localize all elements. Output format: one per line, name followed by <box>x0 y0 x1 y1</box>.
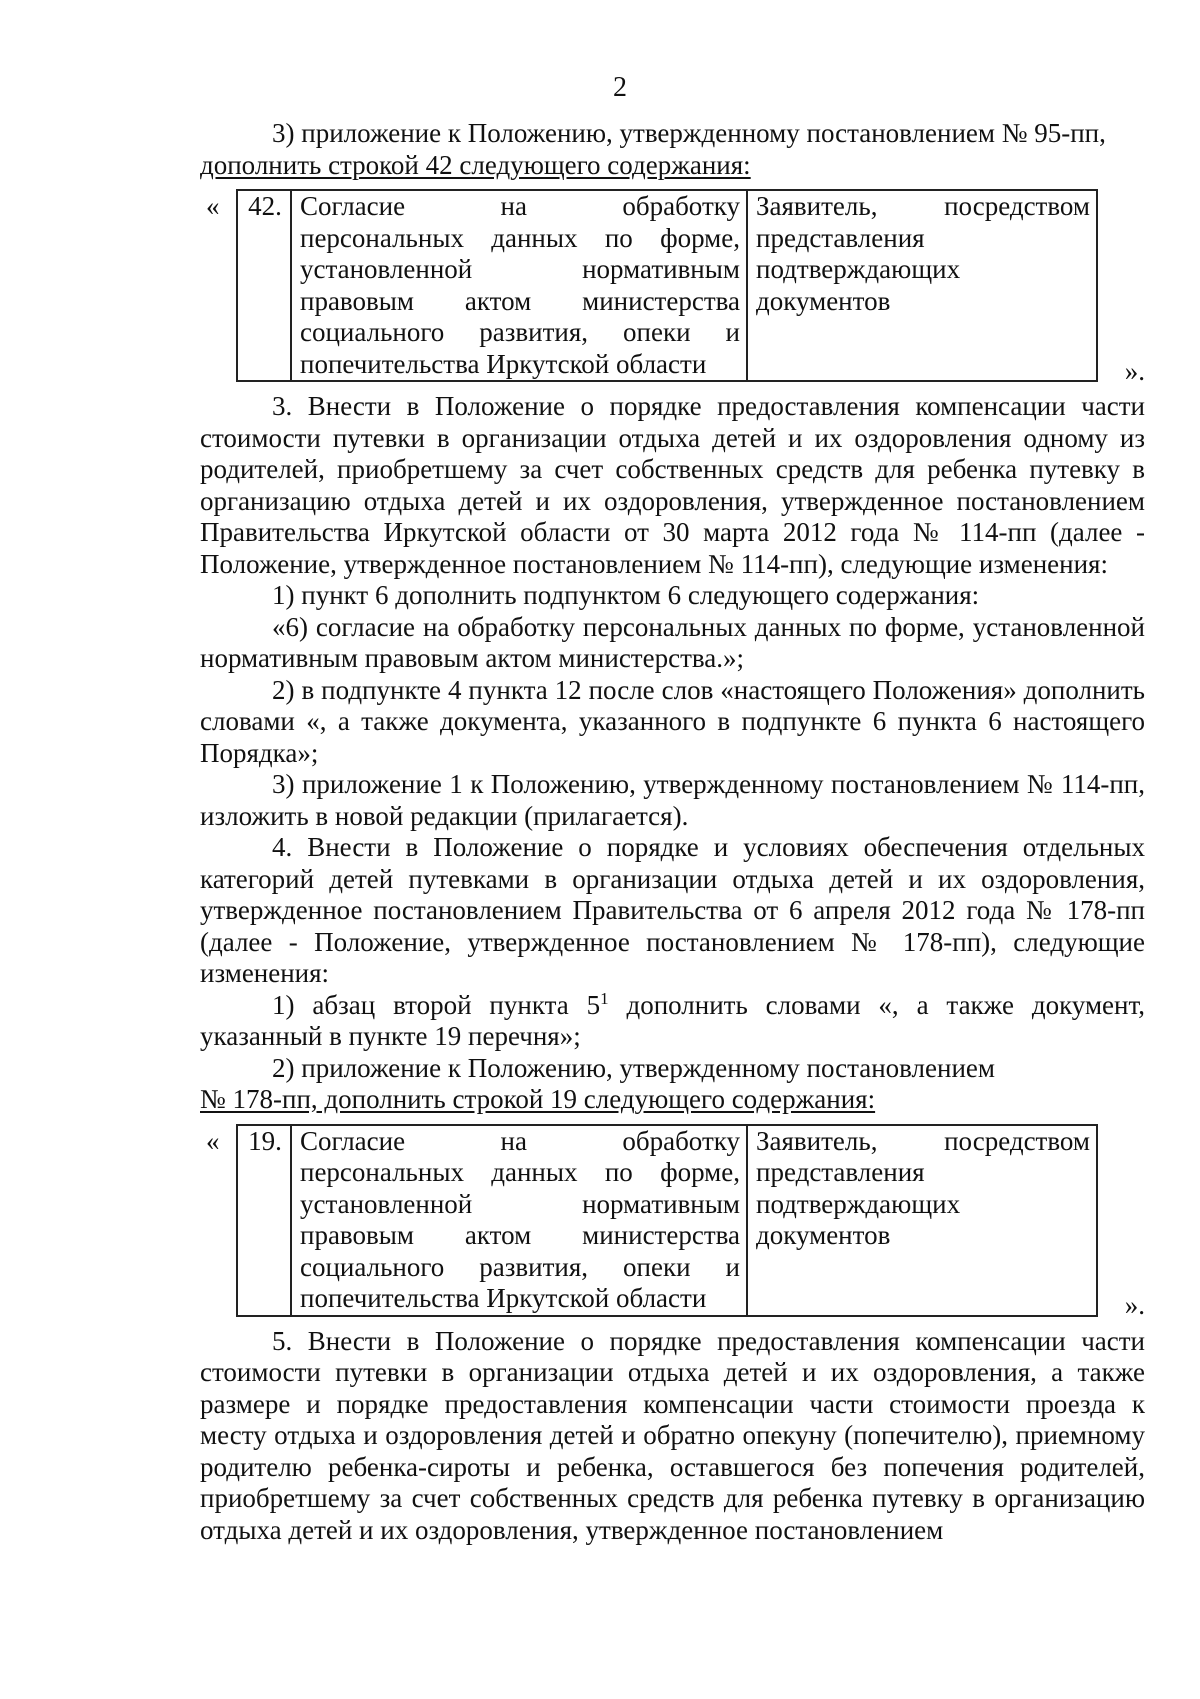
doc-line: социального развития, опеки и <box>300 1251 740 1282</box>
section-4-intro: 4. Внести в Положение о порядке и условиях обеспечения отдельных категорий детей путевками в организации отдыха детей и их оздоровления, утвержденное постановлением Правительства от 6 апреля 2012 года № 178-пп (далее - Положение, утвержденное постановлением № 178-пп), следующие изменения: <box>200 832 1145 988</box>
section-3-item-3: 3) приложение 1 к Положению, утвержденному постановлением № 114-пп, изложить в новой редакции (прилагается). <box>200 769 1145 831</box>
who-line: представления <box>756 1157 925 1187</box>
section-4-item-1: 1) абзац второй пункта $5^1$ дополнить словами «, а также документ, указанный в пункте 19 перечня»; <box>200 988 1145 1051</box>
row-number: 19. <box>237 1125 291 1316</box>
doc-line: попечительства Иркутской области <box>300 348 707 379</box>
doc-line: Согласие на обработку <box>300 1125 740 1156</box>
section-4-item-2: 2) приложение к Положению, утвержденному постановлением <box>272 1052 995 1083</box>
who-line: представления <box>756 222 925 253</box>
doc-line: Согласие на обработку <box>300 191 740 221</box>
section-3-item-2: 2) в подпункте 4 пункта 12 после слов «настоящего Положения» дополнить словами «, а также документа, указанного в подпункте 6 пункта 6 настоящего Порядка»; <box>200 674 1145 768</box>
paragraph-3-appendix-95-cont: дополнить строкой 42 следующего содержания: <box>200 149 751 180</box>
section-3-item-1: 1) пункт 6 дополнить подпунктом 6 следующего содержания: <box>272 580 980 610</box>
doc-line: установленной нормативным <box>300 1188 740 1219</box>
close-quote: ». <box>1124 1290 1145 1320</box>
doc-line: правовым актом министерства <box>300 1220 740 1250</box>
row-table-42 <box>236 189 1098 382</box>
section-5-intro: 5. Внести в Положение о порядке предоставления компенсации части стоимости путевки в организации отдыха детей и их оздоровления, а также размере и порядке предоставления компенсации части стоимости проезда к месту отдыха и оздоровления детей и обратно опекуну (попечителю), приемному родителю ребенка-сироты и ребенка, оставшегося без попечения родителей, приобретшему за счет собственных средств для ребенка путевку в организацию отдыха детей и их оздоровления, утвержденное постановлением <box>200 1325 1145 1545</box>
open-quote: « <box>206 191 220 221</box>
who-line: Заявитель, посредством <box>756 191 1090 221</box>
row-number: 42. <box>237 190 291 381</box>
who-line: документов <box>756 285 891 316</box>
open-quote: « <box>206 1125 220 1156</box>
doc-line: попечительства Иркутской области <box>300 1283 707 1313</box>
row-submitter-cell <box>747 190 1097 381</box>
who-line: Заявитель, посредством <box>756 1125 1090 1156</box>
page-number: 2 <box>613 72 627 103</box>
doc-line: персональных данных по форме, <box>300 222 740 253</box>
section-4-item-2-cont: № 178-пп, дополнить строкой 19 следующего содержания: <box>200 1084 876 1114</box>
row-document-cell <box>291 1125 747 1316</box>
document-body <box>200 118 1145 1546</box>
insert-row-42 <box>200 187 1145 387</box>
row-document-cell <box>291 190 747 381</box>
paragraph-3-appendix-95: 3) приложение к Положению, утвержденному постановлением № 95-пп, <box>272 118 1106 148</box>
doc-line: правовым актом министерства <box>300 285 740 316</box>
row-submitter-cell <box>747 1125 1097 1316</box>
doc-line: установленной нормативным <box>300 254 740 284</box>
doc-line: социального развития, опеки и <box>300 317 740 347</box>
who-line: документов <box>756 1220 891 1250</box>
section-3-intro: 3. Внести в Положение о порядке предоставления компенсации части стоимости путевки в организации отдыха детей и их оздоровления одному из родителей, приобретшему за счет собственных средств для ребенка путевку в организацию отдыха детей и их оздоровления, утвержденное постановлением Правительства Иркутской области от 30 марта 2012 года № 114-пп (далее - Положение, утвержденное постановлением № 114-пп), следующие изменения: <box>200 391 1145 579</box>
close-quote: ». <box>1124 355 1145 386</box>
section-3-item-1-text: «6) согласие на обработку персональных данных по форме, установленной нормативным правовым актом министерства.»; <box>200 611 1145 673</box>
insert-row-19 <box>200 1122 1145 1322</box>
who-line: подтверждающих <box>756 1188 961 1219</box>
who-line: подтверждающих <box>756 254 961 284</box>
doc-line: персональных данных по форме, <box>300 1157 740 1187</box>
row-table-19 <box>236 1124 1098 1317</box>
